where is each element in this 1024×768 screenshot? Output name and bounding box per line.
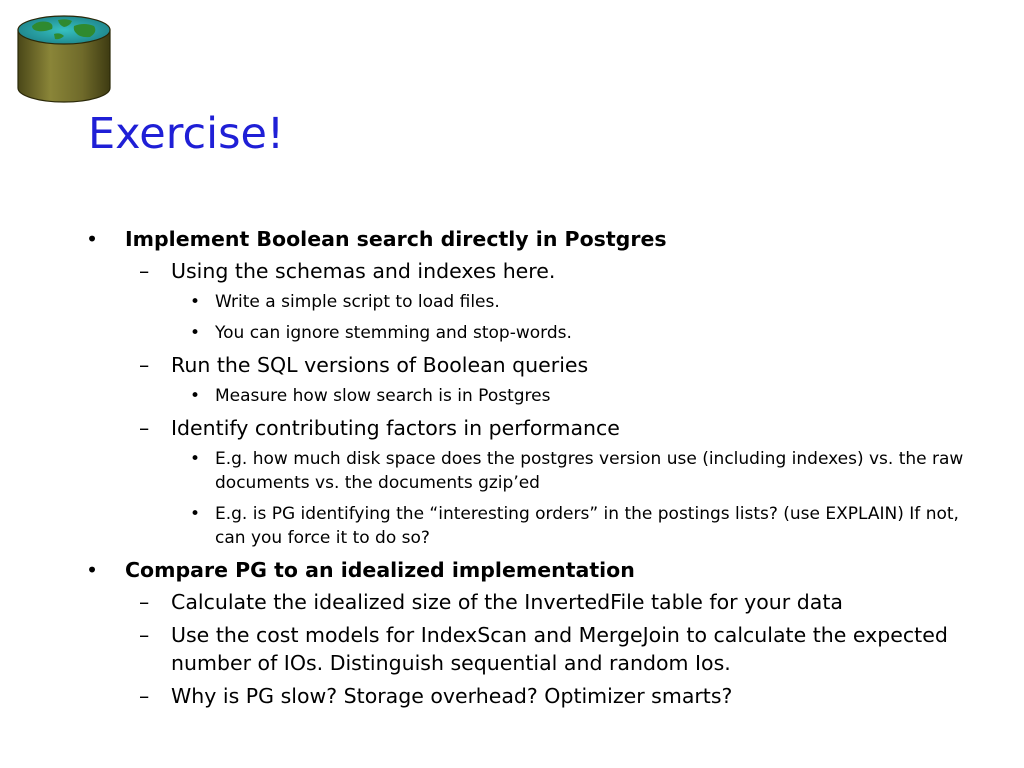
bullet-text: Compare PG to an idealized implementation xyxy=(125,558,635,582)
bullet-marker: • xyxy=(190,292,201,312)
database-globe-icon xyxy=(14,12,114,106)
sub-bullet-text: Calculate the idealized size of the InvertedFile table for your data xyxy=(171,590,843,614)
detail-text: You can ignore stemming and stop-words. xyxy=(215,323,572,343)
bullet-marker: • xyxy=(190,386,201,406)
detail-text: E.g. how much disk space does the postgres version use (including indexes) vs. the raw documents vs. the documents gzip’ed xyxy=(215,449,964,493)
bullet-marker: • xyxy=(190,504,201,524)
detail-item xyxy=(176,384,986,408)
sub-bullet-item xyxy=(125,352,986,378)
bullet-marker: • xyxy=(86,227,99,251)
sub-bullet-text: Using the schemas and indexes here. xyxy=(171,259,556,283)
sub-bullet-text: Identify contributing factors in performance xyxy=(171,416,620,440)
bullet-marker: • xyxy=(190,323,201,343)
sub-bullet-item xyxy=(125,589,986,615)
bullet-marker: • xyxy=(86,558,99,582)
detail-text: Write a simple script to load files. xyxy=(215,292,500,312)
dash-marker: – xyxy=(139,684,150,708)
slide-title: Exercise! xyxy=(88,109,285,159)
sub-bullet-item xyxy=(125,621,986,677)
slide-body xyxy=(86,226,986,715)
dash-marker: – xyxy=(139,259,150,283)
bullet-item xyxy=(86,557,986,583)
detail-text: Measure how slow search is in Postgres xyxy=(215,386,551,406)
detail-item xyxy=(176,321,986,345)
bullet-text: Implement Boolean search directly in Postgres xyxy=(125,227,667,251)
dash-marker: – xyxy=(139,416,150,440)
sub-bullet-text: Run the SQL versions of Boolean queries xyxy=(171,353,589,377)
sub-bullet-item xyxy=(125,258,986,284)
sub-bullet-item xyxy=(125,415,986,441)
sub-bullet-text: Use the cost models for IndexScan and MergeJoin to calculate the expected number of IOs. Distinguish sequential and random Ios. xyxy=(171,623,948,675)
detail-item xyxy=(176,502,986,550)
detail-text: E.g. is PG identifying the “interesting orders” in the postings lists? (use EXPLAIN) If not, can you force it to do so? xyxy=(215,504,959,548)
sub-bullet-item xyxy=(125,683,986,709)
dash-marker: – xyxy=(139,623,150,647)
detail-item xyxy=(176,447,986,495)
dash-marker: – xyxy=(139,353,150,377)
detail-item xyxy=(176,290,986,314)
bullet-item xyxy=(86,226,986,252)
dash-marker: – xyxy=(139,590,150,614)
bullet-marker: • xyxy=(190,449,201,469)
sub-bullet-text: Why is PG slow? Storage overhead? Optimizer smarts? xyxy=(171,684,733,708)
